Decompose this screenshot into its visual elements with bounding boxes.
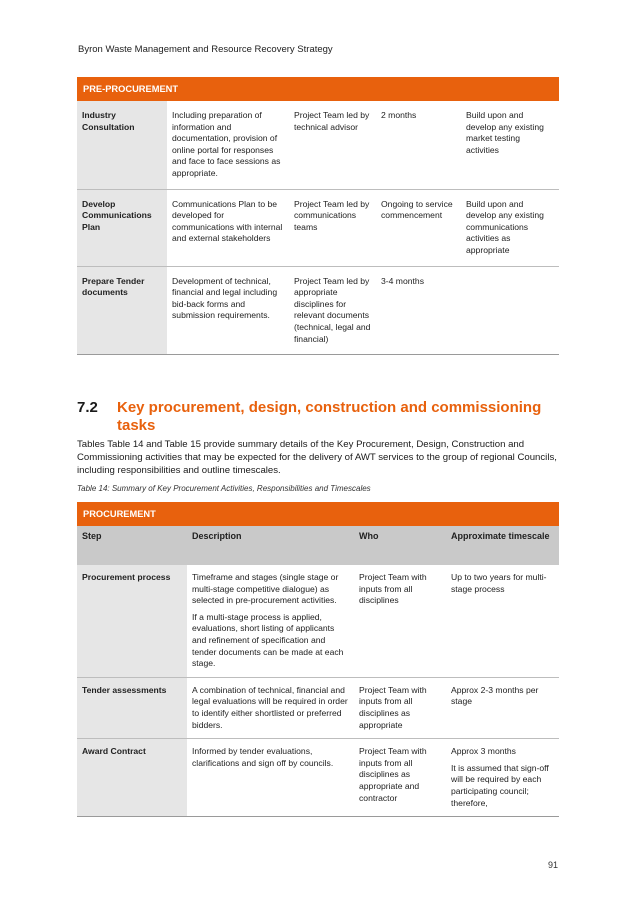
timescale-cell: 2 months: [376, 101, 461, 189]
notes-cell: Build upon and develop any existing communications activities as appropriate: [461, 189, 559, 266]
description-paragraph: A combination of technical, financial and legal evaluations will be required in order to identify either shortlisted or preferred bidders.: [192, 684, 348, 730]
timescale-cell: Ongoing to service commencement: [376, 189, 461, 266]
pre-procurement-band: PRE-PROCUREMENT: [77, 77, 559, 101]
step-cell: Develop Communications Plan: [77, 189, 167, 266]
description-cell: [187, 565, 354, 677]
column-header: Who: [354, 526, 446, 565]
description-cell: Development of technical, financial and legal including bid-back forms and submission requirements.: [167, 266, 289, 355]
step-cell: Procurement process: [77, 565, 187, 677]
section-body: Tables Table 14 and Table 15 provide summary details of the Key Procurement, Design, Construction and Commissioning activities that may be expected for the delivery of AWT services to the group of regional Councils, including responsibilities and outline timescales.: [77, 439, 557, 476]
column-header: Approximate timescale: [446, 526, 559, 565]
who-cell: Project Team with inputs from all disciplines as appropriate and contractor: [354, 739, 446, 817]
timescale-paragraph: Approx 3 months: [451, 746, 516, 757]
timescale-cell: 3-4 months: [376, 266, 461, 355]
who-cell: Project Team led by technical advisor: [289, 101, 376, 189]
step-cell: Award Contract: [77, 739, 187, 817]
description-paragraph: If a multi-stage process is applied, evaluations, short listing of applicants and refinement of specification and tender documents can be made at each stage.: [192, 611, 344, 669]
description-paragraph: Timeframe and stages (single stage or multi-stage competitive dialogue) as selected in pre-procurement activities.: [192, 572, 339, 606]
table-row: [77, 101, 559, 189]
section-title: Key procurement, design, construction and commissioning tasks: [117, 399, 542, 434]
column-header: Step: [77, 526, 187, 565]
table-row: [77, 189, 559, 266]
table-row: [77, 266, 559, 355]
section-number: 7.2: [77, 399, 98, 416]
who-cell: Project Team led by communications teams: [289, 189, 376, 266]
timescale-cell: [446, 565, 559, 677]
table-row: [77, 739, 559, 817]
who-cell: Project Team led by appropriate disciplines for relevant documents (technical, legal and financial): [289, 266, 376, 355]
step-cell: Prepare Tender documents: [77, 266, 167, 355]
procurement-table: [77, 502, 559, 817]
who-cell: Project Team with inputs from all disciplines as appropriate: [354, 677, 446, 738]
description-paragraph: Informed by tender evaluations, clarifications and sign off by councils.: [192, 746, 334, 768]
step-cell: Industry Consultation: [77, 101, 167, 189]
description-cell: Communications Plan to be developed for communications with internal and external stakeholders: [167, 189, 289, 266]
document-header: Byron Waste Management and Resource Recovery Strategy: [78, 44, 333, 55]
step-cell: Tender assessments: [77, 677, 187, 738]
description-cell: Including preparation of information and documentation, provision of online portal for responses and face to face sessions as appropriate.: [167, 101, 289, 189]
table-caption: Table 14: Summary of Key Procurement Activities, Responsibilities and Timescales: [77, 484, 371, 493]
table-row: [77, 677, 559, 738]
timescale-paragraph: Approx 2-3 months per stage: [451, 684, 539, 707]
procurement-band: PROCUREMENT: [77, 502, 559, 526]
who-cell: Project Team with inputs from all disciplines: [354, 565, 446, 677]
column-header: Description: [187, 526, 354, 565]
table-header-row: [77, 526, 559, 565]
description-cell: [187, 739, 354, 817]
table-row: [77, 565, 559, 677]
description-cell: [187, 677, 354, 738]
timescale-cell: [446, 677, 559, 738]
notes-cell: Build upon and develop any existing market testing activities: [461, 101, 559, 189]
timescale-paragraph: It is assumed that sign-off will be required by each participating council; therefore,: [451, 762, 549, 808]
timescale-cell: [446, 739, 559, 817]
page-number: 91: [547, 860, 558, 870]
timescale-paragraph: Up to two years for multi-stage process: [451, 572, 547, 594]
pre-procurement-table: [77, 77, 559, 355]
notes-cell: [461, 266, 559, 355]
